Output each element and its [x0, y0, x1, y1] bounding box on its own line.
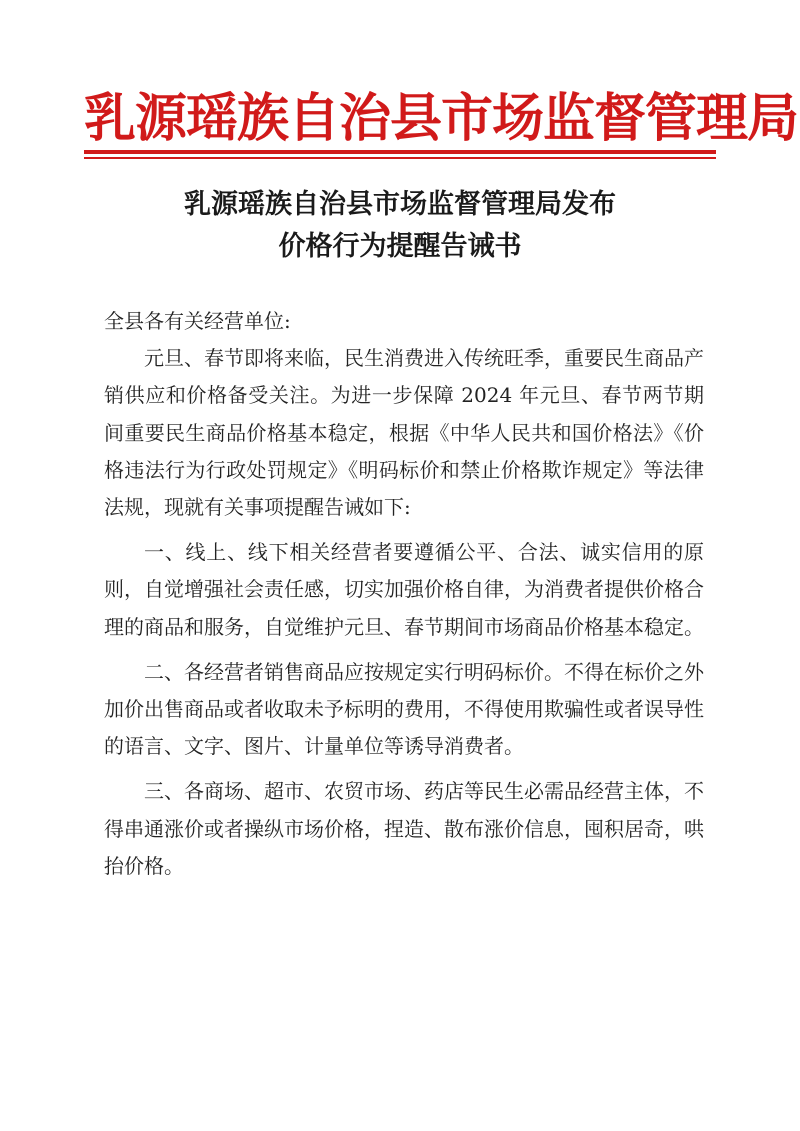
letterhead-rule-thin	[84, 157, 716, 159]
salutation: 全县各有关经营单位:	[104, 309, 291, 333]
item-one-paragraph: 一、线上、线下相关经营者要遵循公平、合法、诚实信用的原则，自觉增强社会责任感，切实加强价格自律，为消费者提供价格合理的商品和服务，自觉维护元旦、春节期间市场商品价格基本稳定。	[104, 540, 704, 639]
organization-letterhead: 乳源瑶族自治县市场监督管理局	[84, 88, 799, 149]
document-body	[104, 303, 704, 885]
letterhead-rule-thick	[84, 150, 716, 154]
item-three-paragraph: 三、各商场、超市、农贸市场、药店等民生必需品经营主体，不得串通涨价或者操纵市场价格，捏造、散布涨价信息，囤积居奇，哄抬价格。	[104, 779, 704, 878]
document-title-line2: 价格行为提醒告诫书	[278, 231, 522, 262]
intro-paragraph: 元旦、春节即将来临，民生消费进入传统旺季，重要民生商品产销供应和价格备受关注。为进一步保障 2024 年元旦、春节两节期间重要民生商品价格基本稳定，根据《中华人民共和国价格法》《价格违法行为行政处罚规定》《明码标价和禁止价格欺诈规定》等法律法规，现就有关事项提醒告诫如下:	[104, 346, 704, 520]
item-two-paragraph: 二、各经营者销售商品应按规定实行明码标价。不得在标价之外加价出售商品或者收取未予标明的费用，不得使用欺骗性或者误导性的语言、文字、图片、计量单位等诱导消费者。	[104, 659, 704, 759]
document-title-line1: 乳源瑶族自治县市场监督管理局发布	[184, 189, 616, 220]
document-title	[84, 184, 716, 268]
